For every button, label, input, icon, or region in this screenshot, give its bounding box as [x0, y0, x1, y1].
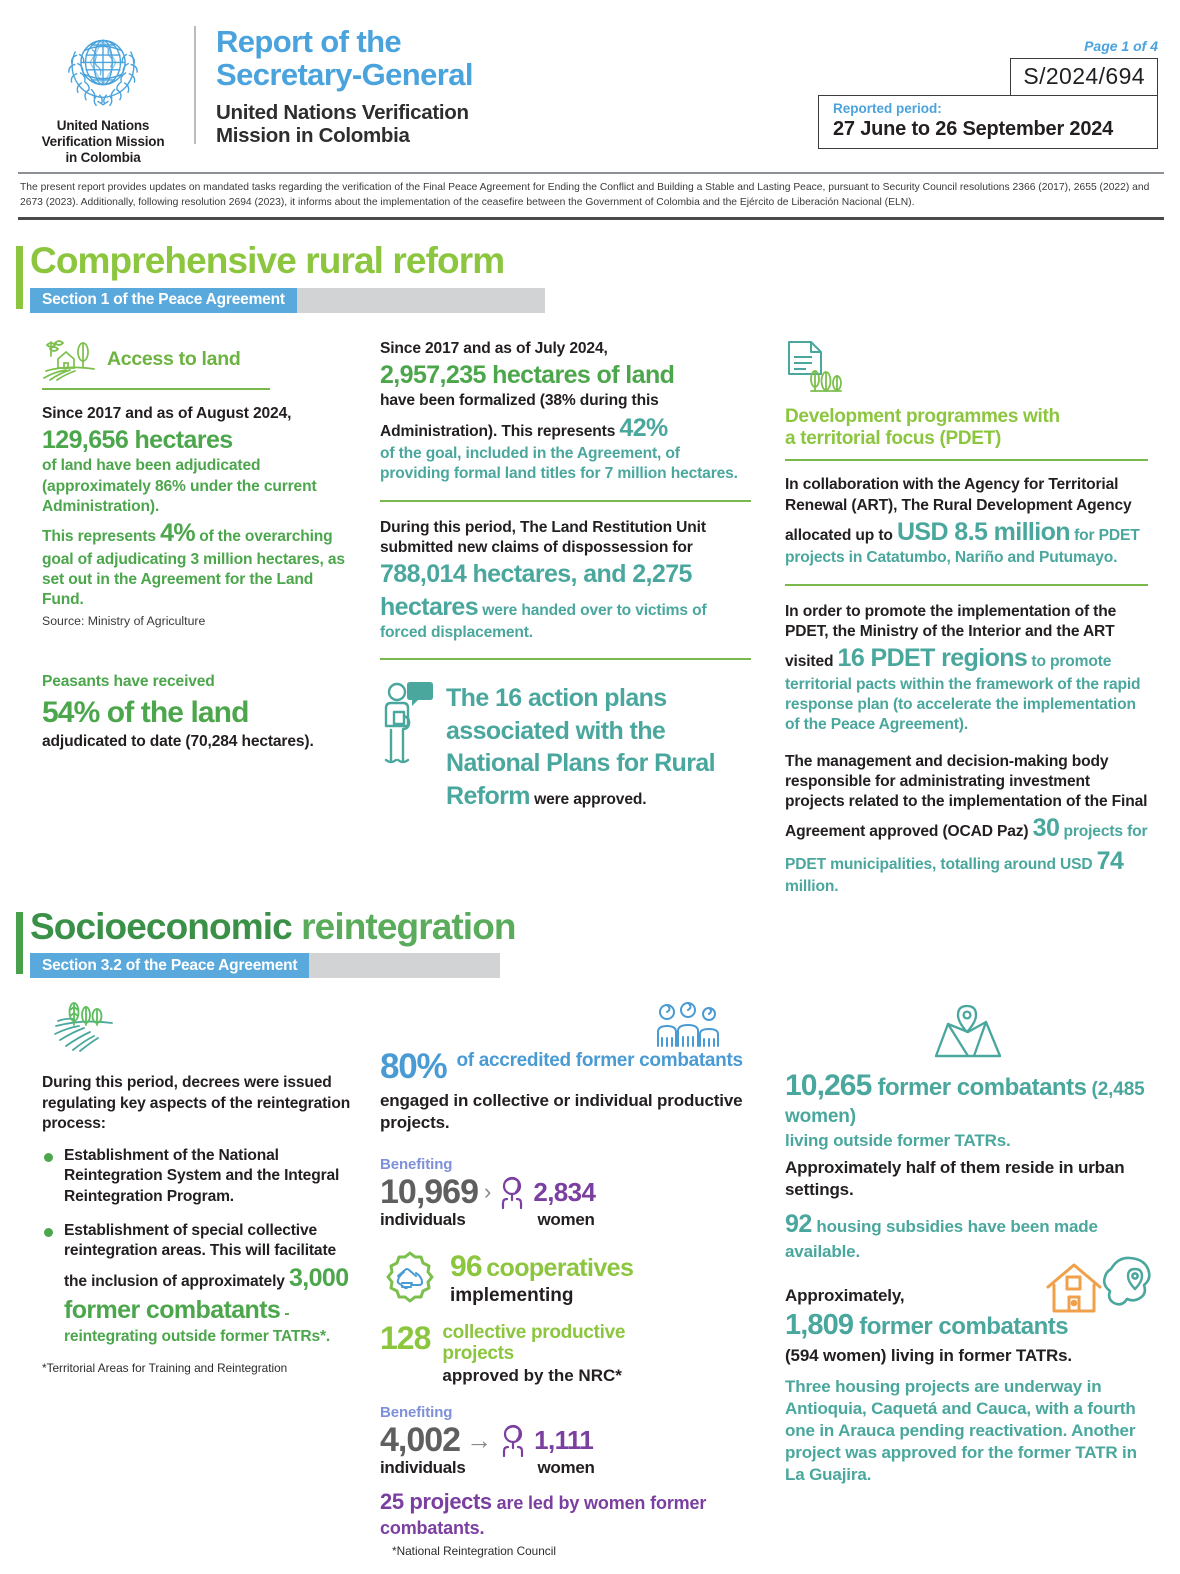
woman-icon	[497, 1175, 527, 1209]
collective-projects-count: 128	[380, 1319, 431, 1356]
individuals-count-2: 4,002	[380, 1421, 461, 1460]
section-2-title-strong: Socioeconomic	[30, 905, 292, 947]
benefiting-labels-2	[380, 1458, 751, 1478]
benefiting-label-2: Benefiting	[380, 1404, 453, 1422]
access-source: Source: Ministry of Agriculture	[42, 614, 206, 629]
access-body2-pct: 4%	[160, 519, 196, 548]
pdet-p3-teal-big: 30	[1032, 814, 1060, 843]
benefiting-labels-1	[380, 1210, 751, 1230]
restitution-block	[380, 518, 751, 644]
header-divider	[194, 26, 196, 144]
bullet2-green-dash: -	[280, 1305, 290, 1323]
women-led-count: 25 projects	[380, 1489, 492, 1515]
group-of-people-icon	[655, 1002, 721, 1048]
cooperatives-word: cooperatives	[486, 1253, 634, 1282]
logo-caption-line2: Verification Mission	[41, 133, 165, 149]
list-item: Establishment of the National Reintegration System and the Integral Reintegration Program.	[42, 1146, 358, 1207]
cooperatives-count: 96	[450, 1249, 482, 1283]
action-plans-block	[380, 676, 751, 812]
collective-projects-row	[380, 1319, 751, 1387]
section-1-bar-fill	[30, 288, 297, 313]
report-title-line2: Secretary-General	[216, 56, 473, 92]
section-2-columns	[0, 1002, 1180, 1558]
in-tatrs-women-row	[785, 1345, 1148, 1367]
nrc-footnote: *National Reintegration Council	[392, 1544, 556, 1559]
action-plans-teal: The 16 action plans associated with the National Plans for Rural Reform	[446, 684, 715, 810]
formalization-body-dark: have been formalized (38% during this Administration). This represents	[380, 392, 659, 440]
action-plans-rule	[380, 658, 751, 660]
pdet-p2-dark: In order to promote the implementation of the PDET, the Ministry of the Interior and the ART visited	[785, 602, 1117, 671]
pdet-p2-teal-tail: to promote territorial pacts within the framework of the rapid response plan (to accelerate the implementation of the Peace Agreement).	[785, 653, 1141, 734]
pdet-heading-line1: Development programmes with	[785, 405, 1060, 427]
arrow-icon: ›	[484, 1178, 492, 1204]
section-1-bar-label: Section 1 of the Peace Agreement	[42, 291, 285, 309]
access-body2-pre: This represents	[42, 528, 161, 546]
page-number: Page 1 of 4	[1084, 38, 1158, 54]
formalization-body	[380, 391, 751, 444]
individuals-label-2: individuals	[380, 1458, 466, 1478]
section-2-bar	[30, 953, 500, 978]
pdet-rule-2	[785, 584, 1148, 586]
document-trees-icon	[785, 339, 847, 395]
section-1-bar	[30, 288, 545, 313]
section-1-column-formalization	[372, 339, 767, 898]
outside-tatrs-count: 10,265	[785, 1069, 872, 1103]
page-header	[0, 0, 1180, 168]
section-1-columns	[0, 339, 1180, 898]
field-trees-icon	[54, 1002, 116, 1052]
housing-subsidies-count: 92	[785, 1210, 812, 1239]
report-title	[216, 26, 473, 92]
pdet-p3-teal-tail2: million.	[785, 878, 839, 896]
person-speech-bubble-icon	[380, 678, 434, 764]
in-tatrs-tail: former combatants	[853, 1313, 1069, 1341]
pct-80-label: of accredited former combatants	[456, 1050, 743, 1072]
farm-field-icon	[42, 339, 98, 381]
individuals-count-1: 10,969	[380, 1172, 478, 1211]
benefiting-block-2	[380, 1404, 751, 1478]
document-symbol-box: S/2024/694	[1010, 58, 1158, 96]
cooperatives-text	[450, 1251, 633, 1308]
section-2-title-light: reintegration	[301, 905, 516, 947]
pdet-p1-teal-big: USD 8.5 million	[896, 517, 1070, 546]
approximately-label: Approximately,	[785, 1286, 905, 1306]
formalization-big-number: 2,957,235 hectares of land	[380, 360, 675, 389]
intro-paragraph: The present report provides updates on mandated tasks regarding the verification of the Final Peace Agreement for Ending the Conflict and Building a Stable and Lasting Peace, pursuant to Security Council resolutions 2366 (2017), 2655 (2022) and 2673 (2023). Additionally, following resolution 2694 (2023), it informs about the implementation of the ceasefire between the Government of Colombia and the Ejército de Liberación Nacional (ELN).	[20, 182, 1150, 208]
header-meta	[818, 22, 1158, 149]
peasants-lead: Peasants have received	[42, 673, 215, 691]
access-big-number: 129,656 hectares	[42, 425, 233, 454]
access-body-text: of land have been adjudicated (approximately 86% under the current Administration).	[42, 457, 317, 515]
access-to-land-label: Access to land	[107, 348, 241, 371]
reported-period-value: 27 June to 26 September 2024	[833, 118, 1114, 141]
in-tatrs-block	[785, 1285, 1148, 1486]
women-label-2: women	[537, 1458, 595, 1478]
access-body2-post: of the overarching goal of adjudicating 3 million hectares, as set out in the Agreement for the Land Fund.	[42, 528, 345, 609]
section-2-title	[30, 905, 1180, 947]
benefiting-block-1	[380, 1156, 751, 1230]
access-lead-text: Since 2017 and as of August 2024,	[42, 404, 292, 422]
pdet-p3-teal-big2: 74	[1096, 846, 1124, 875]
pdet-paragraph-1	[785, 475, 1148, 568]
pct-80-value: 80%	[380, 1047, 447, 1087]
section-1-title: Comprehensive rural reform	[30, 239, 505, 281]
map-pin-icon-wrap	[785, 1002, 1148, 1064]
collective-projects-label: collective productive projects	[442, 1321, 626, 1365]
benefiting-label-1: Benefiting	[380, 1155, 453, 1173]
bullet2-dark: Establishment of special collective reintegration areas. This will facilitate the inclusion of approximately	[64, 1222, 337, 1290]
logo-caption	[42, 118, 165, 166]
section-2-column-projects	[372, 1002, 767, 1558]
report-subtitle	[216, 101, 473, 147]
pdet-paragraph-3	[785, 752, 1148, 898]
section-2-column-tatrs	[767, 1002, 1160, 1558]
decrees-intro: During this period, decrees were issued regulating key aspects of the reintegration process:	[42, 1074, 351, 1132]
section-1-bar-rest	[297, 288, 545, 313]
benefiting-stats-2	[380, 1421, 751, 1460]
pdet-heading-line2: a territorial focus (PDET)	[785, 427, 1002, 449]
section-1-column-access-to-land	[20, 339, 372, 898]
reported-period-label: Reported period:	[833, 101, 942, 116]
arrow-right-icon: →	[466, 1424, 493, 1455]
report-subtitle-line2: Mission in Colombia	[216, 123, 410, 147]
group-people-icon-wrap	[380, 1002, 721, 1048]
section-2-header	[0, 905, 1180, 979]
list-item	[42, 1221, 358, 1347]
section-2-bar-fill	[30, 953, 309, 978]
restitution-dark: During this period, The Land Restitution Unit submitted new claims of dispossession for	[380, 518, 706, 556]
restitution-teal-tail: were handed over to victims of forced displacement.	[380, 601, 707, 642]
peasants-big: 54% of the land	[42, 695, 249, 729]
formalization-pct: 42%	[619, 413, 668, 442]
pct-80-row	[380, 1047, 751, 1087]
un-logo-block	[28, 22, 178, 166]
outside-tatrs-tail: former combatants	[871, 1074, 1087, 1102]
pdet-rule-1	[785, 459, 1148, 461]
benefiting-stats-1	[380, 1172, 751, 1211]
house-map-pin-icon	[1036, 1255, 1154, 1327]
peasants-tail: adjudicated to date (70,284 hectares).	[42, 732, 314, 750]
women-label-1: women	[537, 1209, 595, 1229]
urban-settings-text: Approximately half of them reside in urban settings.	[785, 1158, 1125, 1200]
in-tatrs-women: (594 women)	[785, 1345, 887, 1365]
outside-tatrs-block	[785, 1066, 1148, 1130]
housing-subsidies-tail: housing subsidies have been made available.	[785, 1217, 1098, 1261]
collective-projects-approved: approved by the NRC*	[442, 1366, 622, 1386]
action-plans-text	[446, 676, 751, 812]
access-body2-text	[42, 517, 358, 610]
bullet2-green-tail: reintegrating outside former TATRs*.	[64, 1327, 331, 1345]
formalization-rule	[380, 500, 751, 502]
section-1-header	[0, 239, 1180, 313]
cooperatives-line	[450, 1251, 633, 1283]
pdet-p2-teal-big: 16 PDET regions	[837, 644, 1028, 673]
outside-tatrs-women: (2,485 women)	[785, 1079, 1145, 1128]
pdet-heading	[785, 406, 1148, 451]
map-location-pin-icon	[928, 1002, 1006, 1064]
pdet-paragraph-2	[785, 602, 1148, 736]
pdet-p1-teal-tail: for PDET projects in Catatumbo, Nariño and Putumayo.	[785, 526, 1140, 567]
outside-tatrs-living: living outside former TATRs.	[785, 1131, 1011, 1151]
gear-handshake-icon	[380, 1250, 440, 1308]
formalization-tail: of the goal, included in the Agreement, of providing formal land titles for 7 million hectares.	[380, 445, 738, 483]
women-count-1: 2,834	[533, 1176, 596, 1207]
report-subtitle-line1: United Nations Verification	[216, 100, 469, 124]
women-led-tail: are led by women former combatants.	[380, 1493, 707, 1538]
section-2-column-decrees	[20, 1002, 372, 1558]
section-2-bar-label: Section 3.2 of the Peace Agreement	[42, 956, 298, 974]
access-to-land-heading	[42, 339, 358, 381]
united-nations-emblem-icon	[57, 22, 149, 114]
in-tatrs-living: living in former TATRs.	[886, 1345, 1072, 1365]
formalization-lead: Since 2017 and as of July 2024,	[380, 339, 608, 357]
pdet-p3-dark: The management and decision-making body responsible for administrating investment projects related to the implementation of the Final Agreement approved (OCAD Paz)	[785, 752, 1148, 841]
decrees-footnote: *Territorial Areas for Training and Reintegration	[42, 1360, 288, 1375]
cooperatives-row	[380, 1250, 751, 1308]
woman-icon	[498, 1423, 528, 1457]
access-to-land-rule	[42, 388, 270, 390]
pdet-p3-teal-tail: projects for PDET municipalities, totalling around USD	[785, 823, 1148, 873]
section-1-column-pdet	[767, 339, 1160, 898]
in-tatrs-count: 1,809	[785, 1309, 854, 1342]
logo-caption-line3: in Colombia	[65, 149, 141, 165]
restitution-teal-big: 788,014 hectares, and 2,275 hectares	[380, 560, 692, 621]
report-title-line1: Report of the	[216, 24, 402, 59]
individuals-label-1: individuals	[380, 1209, 466, 1229]
cooperatives-implementing: implementing	[450, 1285, 574, 1307]
header-rule-bottom	[18, 217, 1164, 220]
logo-caption-line1: United Nations	[56, 118, 150, 133]
collective-projects-text	[442, 1322, 652, 1387]
housing-projects-text: Three housing projects are underway in Antioquia, Caquetá and Cauca, with a fourth one in Arauca pending reactivation. Another project was approved for the former TATR in La Guajira.	[785, 1377, 1137, 1485]
section-2-bar-rest	[309, 953, 500, 978]
pdet-p1-dark: In collaboration with the Agency for Territorial Renewal (ART), The Rural Development Agency allocated up to	[785, 476, 1132, 544]
pct-80-tail: engaged in collective or individual productive projects.	[380, 1090, 743, 1132]
bullet2-green-big: 3,000 former combatants	[64, 1263, 349, 1325]
women-led-projects	[380, 1488, 751, 1540]
title-block	[216, 22, 473, 147]
action-plans-dark: were approved.	[529, 790, 647, 808]
women-count-2: 1,111	[534, 1425, 594, 1456]
reported-period-box	[818, 95, 1158, 149]
decrees-bullet-list	[42, 1146, 358, 1347]
